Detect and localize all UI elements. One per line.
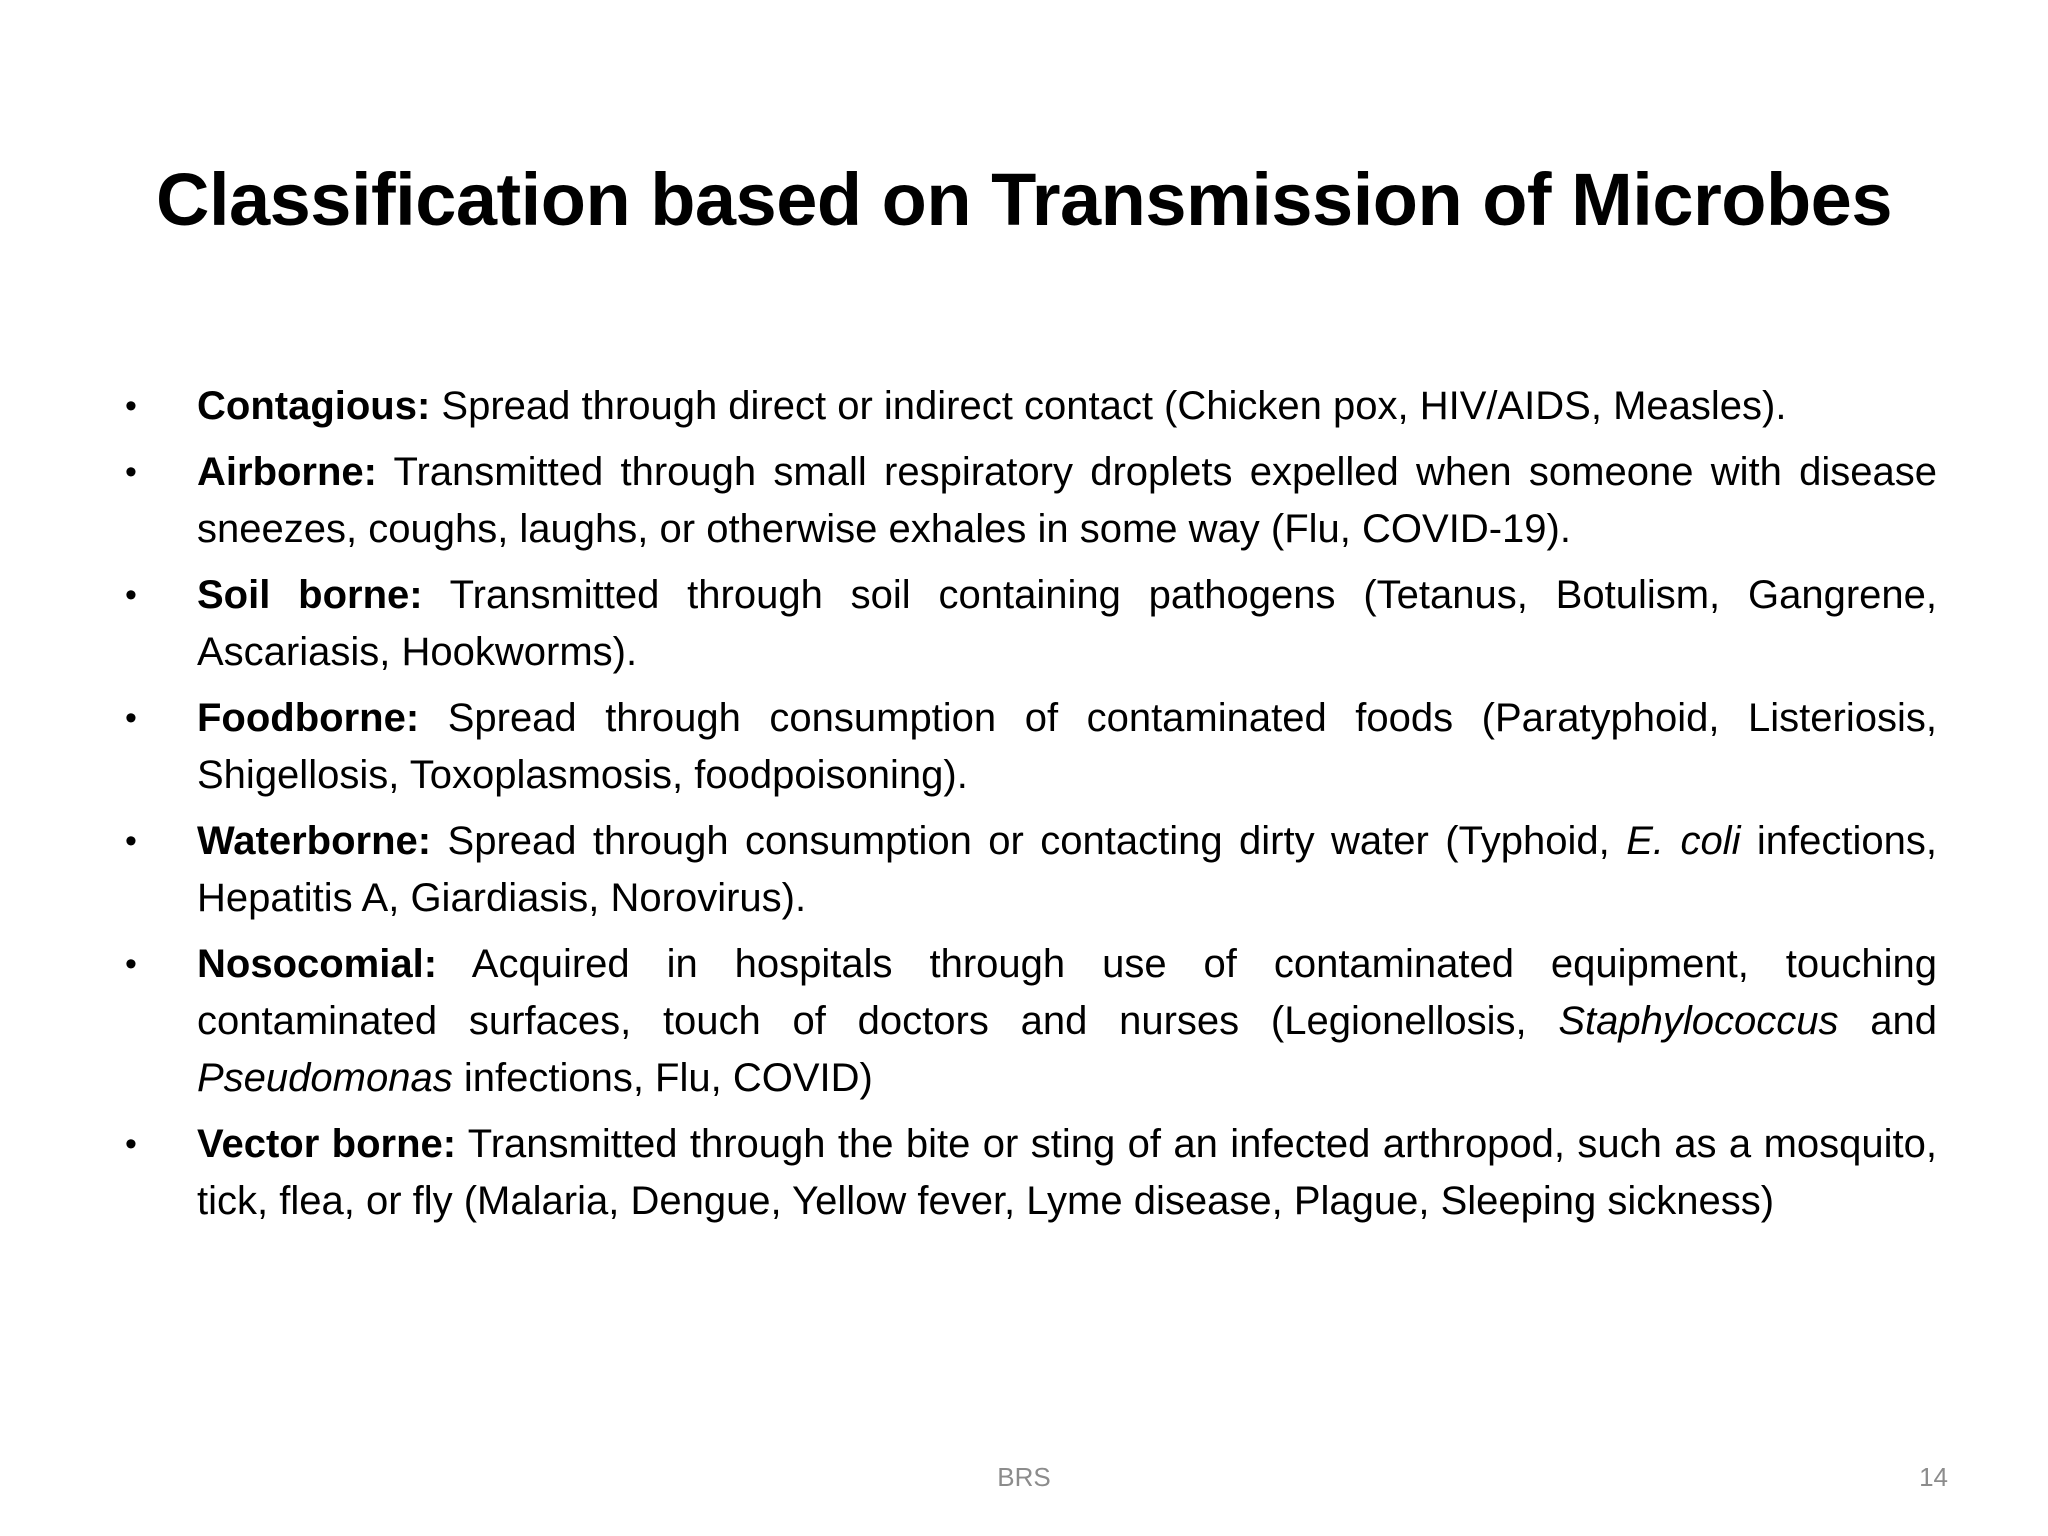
bullet-text: Transmitted through soil containing pathogens (Tetanus, Botulism, Gangrene, Ascariasis, Hookworms). xyxy=(197,573,1937,674)
bullet-text: Transmitted through the bite or sting of an infected arthropod, such as a mosquito, tick, flea, or fly (Malaria, Dengue, Yellow fever, Lyme disease, Plague, Sleeping sickness) xyxy=(197,1122,1937,1223)
italic-species-name: Pseudomonas xyxy=(197,1056,453,1100)
italic-species-name: Staphylococcus xyxy=(1558,999,1839,1043)
bullet-dot-icon: • xyxy=(125,453,137,491)
bullet-text: infections, Hepatitis A, Giardiasis, Norovirus). xyxy=(197,819,1937,920)
bullet-text: and xyxy=(1838,999,1937,1043)
bullet-item xyxy=(125,690,1937,804)
bullet-list xyxy=(125,378,1937,1239)
bullet-dot-icon: • xyxy=(125,945,137,983)
slide-number: 14 xyxy=(1919,1462,1948,1492)
bullet-dot-icon: • xyxy=(125,1125,137,1163)
bullet-text: Acquired in hospitals through use of contaminated equipment, touching contaminated surfaces, touch of doctors and nurses (Legionellosis, xyxy=(197,942,1937,1043)
footer-author: BRS xyxy=(997,1462,1051,1492)
bullet-dot-icon: • xyxy=(125,822,137,860)
bullet-item xyxy=(125,936,1937,1107)
bullet-item xyxy=(125,444,1937,558)
bullet-text: Spread through direct or indirect contact (Chicken pox, HIV/AIDS, Measles). xyxy=(430,384,1787,428)
bullet-dot-icon: • xyxy=(125,576,137,614)
bullet-item xyxy=(125,813,1937,927)
bullet-term: Waterborne: xyxy=(197,819,432,863)
bullet-term: Vector borne: xyxy=(197,1122,457,1166)
bullet-term: Contagious: xyxy=(197,384,431,428)
italic-species-name: E. coli xyxy=(1626,819,1741,863)
bullet-dot-icon: • xyxy=(125,387,137,425)
bullet-term: Nosocomial: xyxy=(197,942,438,986)
bullet-term: Foodborne: xyxy=(197,696,420,740)
bullet-text: Spread through consumption of contaminated foods (Paratyphoid, Listeriosis, Shigellosis, Toxoplasmosis, foodpoisoning). xyxy=(197,696,1937,797)
bullet-term: Soil borne: xyxy=(197,573,423,617)
bullet-text: Spread through consumption or contacting dirty water (Typhoid, xyxy=(431,819,1627,863)
bullet-item xyxy=(125,567,1937,681)
bullet-text: infections, Flu, COVID) xyxy=(452,1056,873,1100)
bullet-dot-icon: • xyxy=(125,699,137,737)
bullet-item xyxy=(125,378,1937,435)
bullet-text: Transmitted through small respiratory droplets expelled when someone with disease sneezes, coughs, laughs, or otherwise exhales in some way (Flu, COVID-19). xyxy=(197,450,1937,551)
slide-title: Classification based on Transmission of Microbes xyxy=(156,158,1892,241)
bullet-term: Airborne: xyxy=(197,450,377,494)
bullet-item xyxy=(125,1116,1937,1230)
